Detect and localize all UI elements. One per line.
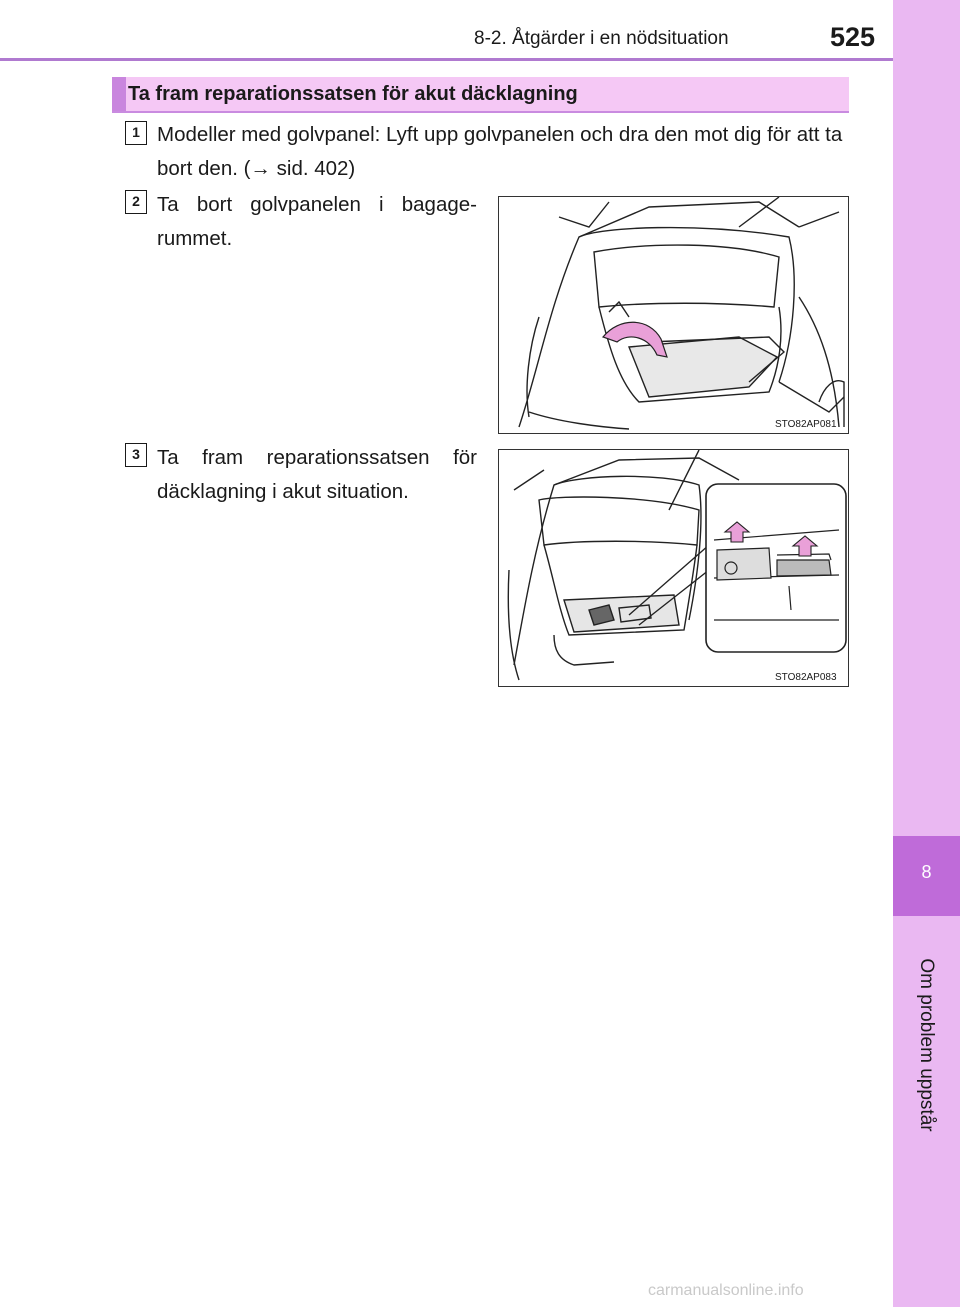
section-header: 8-2. Åtgärder i en nödsituation bbox=[474, 28, 729, 49]
step-badge-3: 3 bbox=[125, 443, 147, 467]
trunk-repair-kit-drawing bbox=[499, 450, 849, 687]
page-number: 525 bbox=[830, 22, 876, 52]
chapter-number: 8 bbox=[921, 862, 932, 882]
footer-watermark: carmanualsonline.info bbox=[648, 1282, 804, 1299]
illustration-take-out-repair-kit bbox=[498, 449, 849, 687]
step-text-2: Ta bort golvpanelen i bagage-rummet. bbox=[157, 193, 477, 250]
step-text-3: Ta fram reparationssatsen för däcklagning i akut situation. bbox=[157, 446, 477, 503]
step-text-1: Modeller med golvpanel: Lyft upp golvpanelen och dra den mot dig för att ta bort den. (→ sid. 402) bbox=[157, 123, 843, 180]
illustration-code-1: STO82AP081 bbox=[775, 419, 837, 430]
step-badge-1: 1 bbox=[125, 121, 147, 145]
header-divider bbox=[0, 58, 893, 61]
section-title: Ta fram reparationssatsen för akut däcklagning bbox=[128, 83, 578, 105]
illustration-code-2: STO82AP083 bbox=[775, 672, 837, 683]
illustration-remove-floor-panel bbox=[498, 196, 849, 434]
trunk-floor-panel-drawing bbox=[499, 197, 849, 434]
chapter-label: Om problem uppstår bbox=[916, 958, 937, 1132]
step-badge-2: 2 bbox=[125, 190, 147, 214]
